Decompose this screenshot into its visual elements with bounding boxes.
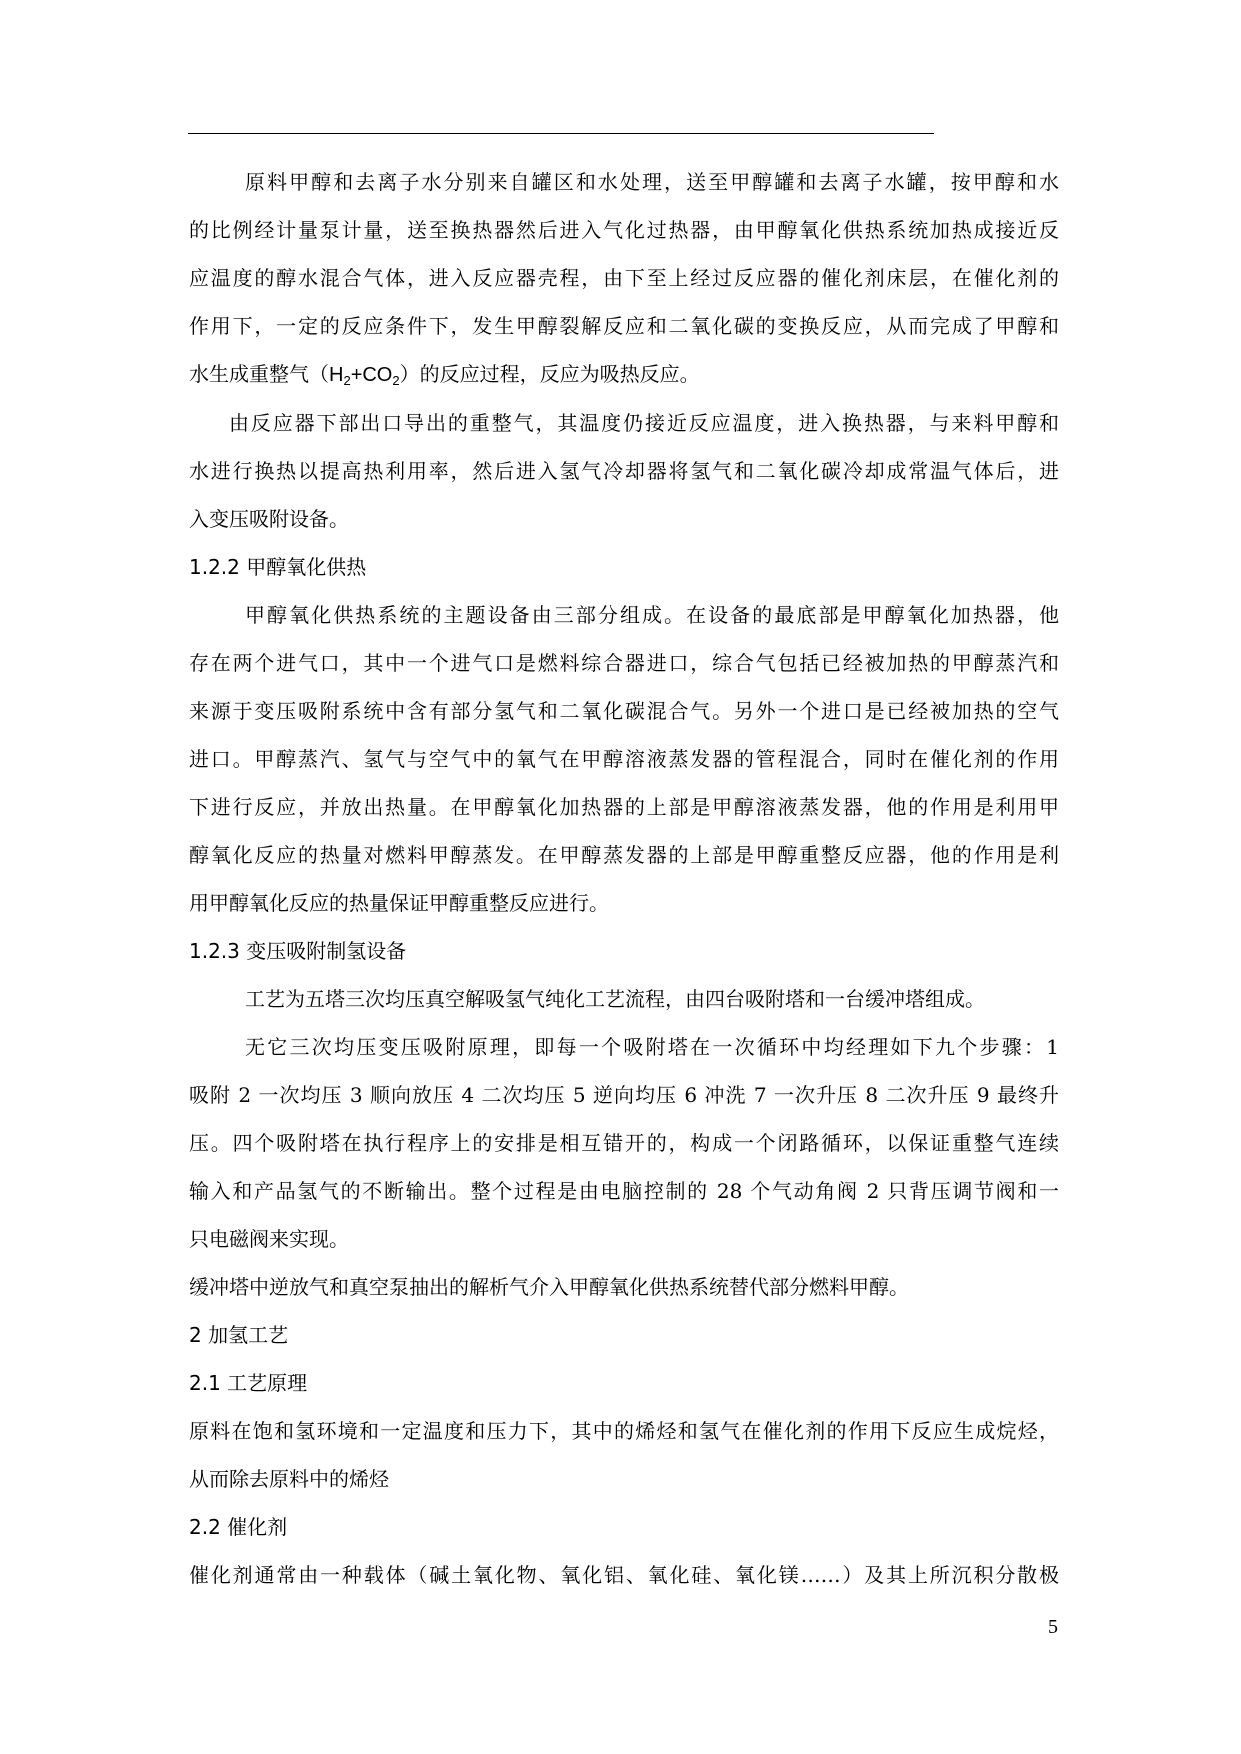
heading-text: 变压吸附制氢设备 <box>246 939 407 963</box>
paragraph-buffer-tower <box>189 1263 1059 1311</box>
paragraph-feed-process <box>189 158 1059 399</box>
section-heading-1-2-3 <box>189 927 1059 975</box>
text-line: 缓冲塔中逆放气和真空泵抽出的解析气介入甲醇氧化供热系统替代部分燃料甲醇。 <box>189 1275 909 1299</box>
paragraph-psa-steps <box>189 1023 1059 1263</box>
text-line: 无它三次均压变压吸附原理，即每一个吸附塔在一次循环中均经理如下九个步骤：1 <box>245 1035 1059 1059</box>
formula-co-subscript: 2 <box>392 373 400 388</box>
text-line: 醇氧化反应的热量对燃料甲醇蒸发。在甲醇蒸发器的上部是甲醇重整反应器，他的作用是利 <box>189 843 1059 867</box>
section-heading-1-2-2 <box>189 543 1059 591</box>
text-line: 由反应器下部出口导出的重整气，其温度仍接近反应温度，进入换热器，与来料甲醇和 <box>229 411 1059 435</box>
text-line: 入变压吸附设备。 <box>189 507 349 531</box>
formula-h: H <box>329 364 344 386</box>
heading-text: 加氢工艺 <box>208 1323 289 1347</box>
text-line: 催化剂通常由一种载体（碱土氧化物、氧化铝、氧化硅、氧化镁……）及其上所沉积分散极 <box>189 1563 1059 1587</box>
text-line: 从而除去原料中的烯烃 <box>189 1467 389 1491</box>
text-line: 下进行反应，并放出热量。在甲醇氧化加热器的上部是甲醇溶液蒸发器，他的作用是利用甲 <box>189 795 1059 819</box>
text-line: 作用下，一定的反应条件下，发生甲醇裂解反应和二氧化碳的变换反应，从而完成了甲醇和 <box>189 314 1059 338</box>
text-line: 水进行换热以提高热利用率，然后进入氢气冷却器将氢气和二氧化碳冷却成常温气体后，进 <box>189 459 1059 483</box>
paragraph-methanol-oxidation <box>189 591 1059 927</box>
heading-number: 1.2.2 <box>189 555 240 579</box>
text-line: 存在两个进气口，其中一个进气口是燃料综合器进口，综合气包括已经被加热的甲醇蒸汽和 <box>189 651 1059 675</box>
paragraph-catalyst <box>189 1551 1059 1599</box>
text-segment: 水生成重整气（ <box>189 362 329 386</box>
section-heading-2 <box>189 1311 1059 1359</box>
paragraph-reformed-gas <box>189 399 1059 543</box>
formula-co: +CO <box>350 364 393 386</box>
heading-text: 催化剂 <box>227 1515 288 1539</box>
formula-h-subscript: 2 <box>343 373 351 388</box>
text-line: 吸附 2 一次均压 3 顺向放压 4 二次均压 5 逆向均压 6 冲洗 7 一次升压 8 二次升压 9 最终升 <box>189 1083 1059 1107</box>
text-line: 应温度的醇水混合气体，进入反应器壳程，由下至上经过反应器的催化剂床层，在催化剂的 <box>189 266 1059 290</box>
heading-number: 2.1 <box>189 1371 221 1395</box>
heading-text: 工艺原理 <box>227 1371 308 1395</box>
text-line: 工艺为五塔三次均压真空解吸氢气纯化工艺流程，由四台吸附塔和一台缓冲塔组成。 <box>245 987 985 1011</box>
heading-number: 1.2.3 <box>189 939 240 963</box>
text-line: 原料在饱和氢环境和一定温度和压力下，其中的烯烃和氢气在催化剂的作用下反应生成烷烃， <box>189 1419 1059 1443</box>
text-line: 的比例经计量泵计量，送至换热器然后进入气化过热器，由甲醇氧化供热系统加热成接近反 <box>189 218 1059 242</box>
text-line: 来源于变压吸附系统中含有部分氢气和二氧化碳混合气。另外一个进口是已经被加热的空气 <box>189 699 1059 723</box>
text-line: 压。四个吸附塔在执行程序上的安排是相互错开的，构成一个闭路循环，以保证重整气连续 <box>189 1131 1059 1155</box>
text-line-formula <box>189 350 1059 399</box>
text-line: 进口。甲醇蒸汽、氢气与空气中的氧气在甲醇溶液蒸发器的管程混合，同时在催化剂的作用 <box>189 747 1059 771</box>
text-line: 甲醇氧化供热系统的主题设备由三部分组成。在设备的最底部是甲醇氧化加热器，他 <box>245 603 1059 627</box>
paragraph-hydrogenation-principle <box>189 1407 1059 1503</box>
heading-number: 2 <box>189 1323 202 1347</box>
paragraph-psa-process <box>189 975 1059 1023</box>
text-line: 输入和产品氢气的不断输出。整个过程是由电脑控制的 28 个气动角阀 2 只背压调节阀和一 <box>189 1179 1059 1203</box>
page-number: 5 <box>1048 1616 1058 1638</box>
heading-text: 甲醇氧化供热 <box>246 555 367 579</box>
header-rule <box>188 133 934 134</box>
text-line: 用甲醇氧化反应的热量保证甲醇重整反应进行。 <box>189 891 609 915</box>
section-heading-2-2 <box>189 1503 1059 1551</box>
section-heading-2-1 <box>189 1359 1059 1407</box>
heading-number: 2.2 <box>189 1515 221 1539</box>
text-line: 只电磁阀来实现。 <box>189 1227 349 1251</box>
document-body <box>189 158 1059 1599</box>
text-segment: ）的反应过程，反应为吸热反应。 <box>399 362 700 386</box>
text-line: 原料甲醇和去离子水分别来自罐区和水处理，送至甲醇罐和去离子水罐，按甲醇和水 <box>245 170 1059 194</box>
